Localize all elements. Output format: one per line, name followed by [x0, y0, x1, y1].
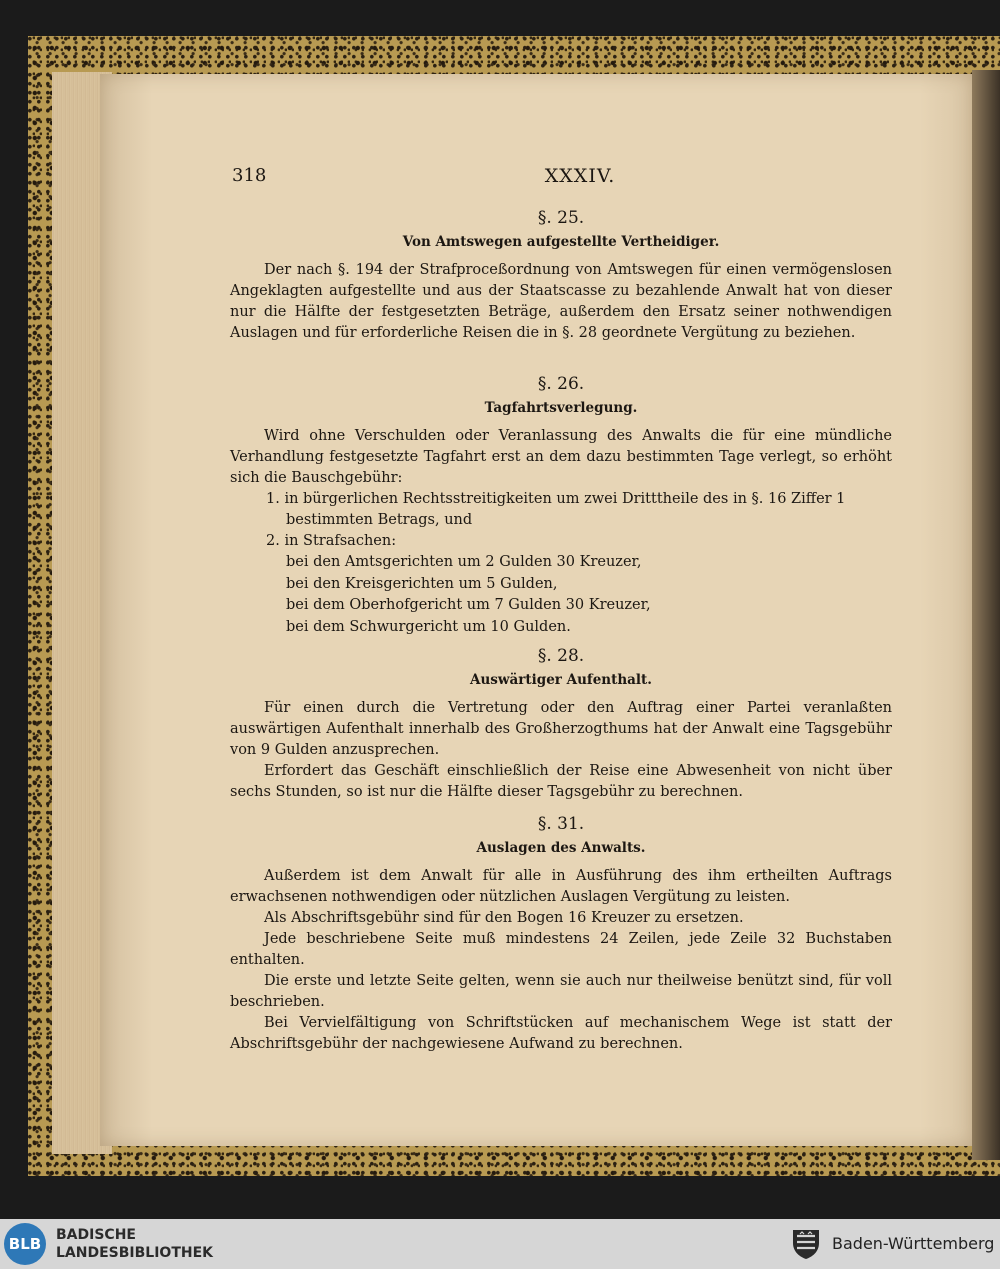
sub-list-item: bei den Kreisgerichten um 5 Gulden, — [286, 575, 558, 592]
section-31 — [230, 814, 892, 1055]
list-item: 2. in Strafsachen: — [266, 533, 397, 549]
paragraph: Wird ohne Verschulden oder Veranlassung des Anwalts die für eine mündliche Verhandlung festgesetzte Tagfahrt erst an dem dazu bestimmten Tage verlegt, so erhöht sich die Bauschgebühr: — [230, 428, 892, 486]
section-26 — [230, 374, 892, 638]
section-title: Auslagen des Anwalts. — [476, 840, 646, 856]
paragraph: Als Abschriftsgebühr sind für den Bogen 16 Kreuzer zu ersetzen. — [264, 910, 744, 926]
section-number: §. 25. — [537, 208, 585, 228]
paragraph: Für einen durch die Vertretung oder den Auftrag einer Partei veranlaßten auswärtigen Aufenthalt innerhalb des Großherzogthums hat der Anwalt eine Tagsgebühr von 9 Gulden anzusprechen. — [230, 700, 892, 758]
list-item: 1. in bürgerlichen Rechtsstreitigkeiten um zwei Dritttheile des in §. 16 Ziffer 1 bestimmten Betrags, und — [266, 491, 846, 528]
section-number: §. 26. — [537, 374, 585, 394]
section-title: Auswärtiger Aufenthalt. — [470, 672, 652, 688]
section-25 — [230, 208, 892, 344]
viewer-footer — [0, 1219, 1000, 1269]
paragraph: Die erste und letzte Seite gelten, wenn sie auch nur theilweise benützt sind, für voll beschrieben. — [230, 973, 892, 1010]
sub-list-item: bei dem Oberhofgericht um 7 Gulden 30 Kreuzer, — [286, 597, 651, 613]
section-title: Von Amtswegen aufgestellte Vertheidiger. — [402, 234, 720, 250]
blb-logo[interactable]: BLB — [4, 1223, 46, 1265]
paragraph: Außerdem ist dem Anwalt für alle in Ausführung des ihm ertheilten Auftrags erwachsenen nothwendigen oder nützlichen Auslagen Vergütung zu leisten. — [230, 868, 892, 905]
coat-of-arms-icon — [790, 1227, 822, 1261]
paragraph: Bei Vervielfältigung von Schriftstücken auf mechanischem Wege ist statt der Abschriftsgebühr der nachgewiesene Aufwand zu berechnen. — [230, 1015, 892, 1052]
section-28 — [230, 646, 892, 803]
paragraph: Der nach §. 194 der Strafproceßordnung von Amtswegen für einen vermögenslosen Angeklagten aufgestellte und aus der Staatscasse zu bezahlende Anwalt hat von dieser nur die Hälfte der festgesetzten Beträge, außerdem den Ersatz seiner nothwendigen Auslagen und für erforderliche Reisen die in §. 28 geordnete Vergütung zu beziehen. — [230, 262, 892, 341]
section-title: Tagfahrtsverlegung. — [484, 400, 638, 416]
sub-list-item: bei den Amtsgerichten um 2 Gulden 30 Kreuzer, — [286, 554, 642, 570]
paragraph: Erfordert das Geschäft einschließlich der Reise eine Abwesenheit von nicht über sechs Stunden, so ist nur die Hälfte dieser Tagsgebühr zu berechnen. — [230, 763, 892, 800]
page-number: 318 — [232, 165, 267, 186]
section-number: §. 28. — [537, 646, 585, 666]
library-name-line2: LANDESBIBLIOTHEK — [56, 1245, 214, 1261]
sub-list-item: bei dem Schwurgericht um 10 Gulden. — [286, 618, 571, 635]
paragraph: Jede beschriebene Seite muß mindestens 24 Zeilen, jede Zeile 32 Buchstaben enthalten. — [230, 931, 892, 968]
book-spine-shadow — [972, 70, 1000, 1160]
library-name-line1: BADISCHE — [56, 1227, 136, 1243]
running-head: XXXIV. — [544, 165, 616, 187]
state-name[interactable]: Baden-Württemberg — [832, 1234, 995, 1253]
library-name[interactable] — [56, 1226, 213, 1262]
section-number: §. 31. — [537, 814, 585, 834]
